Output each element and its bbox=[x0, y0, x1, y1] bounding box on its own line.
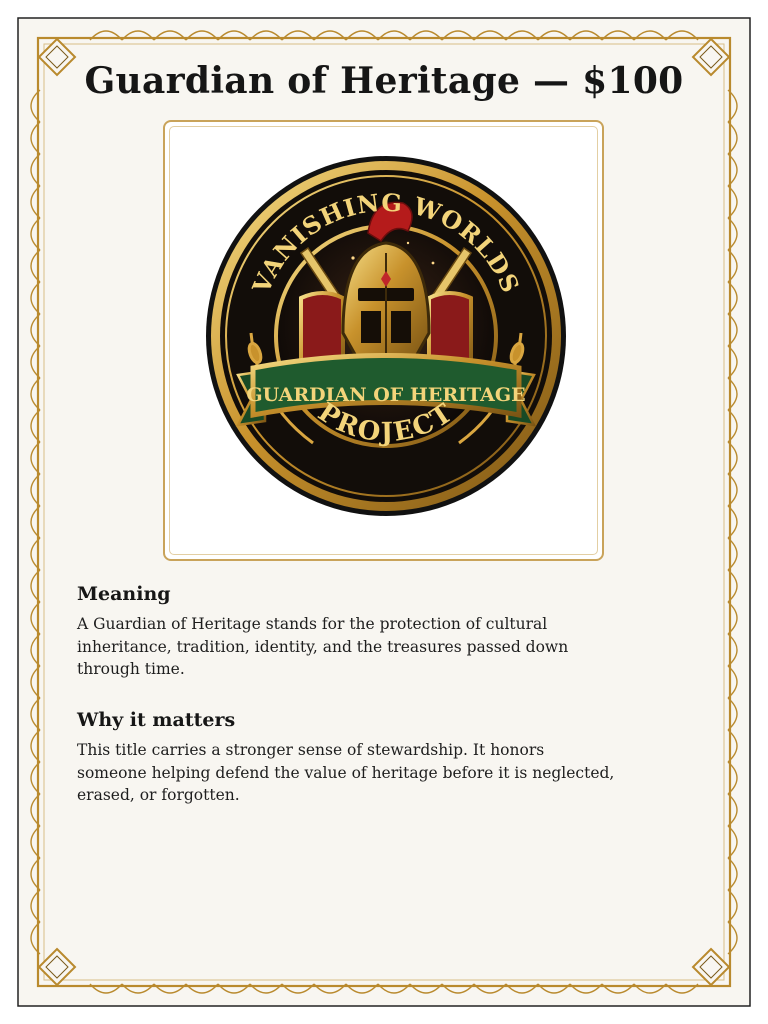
badge-top-arc-text: VANISHING WORLDS bbox=[246, 187, 526, 298]
section-heading-meaning: Meaning bbox=[77, 583, 171, 605]
section-body-why-it-matters: This title carries a stronger sense of stewardship. It honors someone helping defend the value of heritage before it is neglected, erased, or forgotten. bbox=[77, 741, 615, 804]
section-body-meaning: A Guardian of Heritage stands for the protection of cultural inheritance, tradition, identity, and the treasures passed down through time. bbox=[77, 615, 569, 678]
svg-text:VANISHING WORLDS bbox=[246, 188, 526, 299]
svg-text:PROJECT bbox=[312, 397, 459, 448]
badge-bottom-arc-text: PROJECT bbox=[312, 397, 460, 449]
guardian-badge-emblem bbox=[203, 153, 569, 519]
page-title: Guardian of Heritage — $100 bbox=[84, 60, 684, 102]
badge-frame bbox=[163, 120, 604, 561]
section-heading-why-it-matters: Why it matters bbox=[77, 709, 236, 731]
badge-ribbon-text: GUARDIAN OF HERITAGE bbox=[246, 384, 526, 406]
